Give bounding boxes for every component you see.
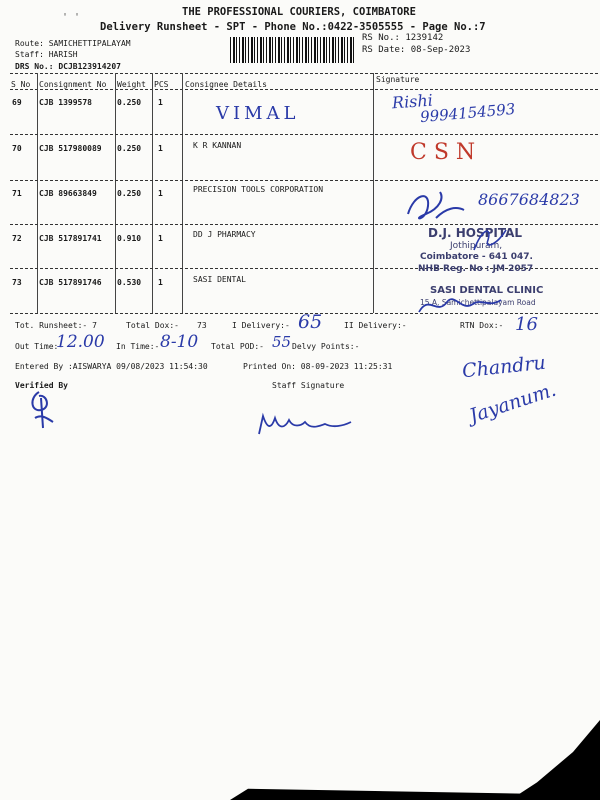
drs-number: DRS No.: DCJB123914207 (15, 62, 121, 71)
row-weight: 0.530 (117, 278, 142, 287)
row-rule (10, 180, 598, 181)
row-consignment: CJB 1399578 (39, 98, 92, 107)
row-consignment: CJB 517891741 (39, 234, 102, 243)
row-pcs: 1 (158, 278, 163, 287)
row-consignment: CJB 517980089 (39, 144, 102, 153)
row-weight: 0.250 (117, 144, 142, 153)
col-header-consignment: Consignment No (39, 80, 107, 89)
stamp-dj-hospital-city: Coimbatore - 641 047. (420, 252, 533, 262)
col-divider-5 (373, 73, 374, 313)
col-divider-2 (115, 73, 116, 313)
stamp-dj-hospital-name: D.J. HOSPITAL (428, 226, 523, 240)
in-time-label: In Time:- (116, 342, 160, 351)
row-consignment: CJB 89663849 (39, 189, 97, 198)
col-header-pcs: PCS (154, 80, 169, 89)
signature-row-71 (400, 184, 470, 224)
stamp-sasi-dental-address: 15 A, Samichettipalayam Road (420, 298, 536, 307)
company-name: THE PROFESSIONAL COURIERS, COIMBATORE (182, 6, 416, 18)
ii-delivery-label: II Delivery:- (344, 321, 407, 330)
handwritten-phone-2: 8667684823 (478, 190, 580, 209)
signature-row-72 (470, 224, 510, 254)
rs-date: RS Date: 08-Sep-2023 (362, 45, 471, 55)
total-runsheet: Tot. Runsheet:- 7 (15, 321, 97, 330)
delivery-points-label: Delvy Points:- (292, 342, 360, 351)
rs-number: RS No.: 1239142 (362, 33, 444, 43)
rtn-dox-label: RTN Dox:- (460, 321, 504, 330)
row-rule (10, 134, 598, 135)
handwritten-rtn-dox: 16 (515, 314, 538, 335)
route: Route: SAMICHETTIPALAYAM (15, 39, 131, 48)
barcode (230, 37, 355, 63)
printed-on: Printed On: 08-09-2023 11:25:31 (243, 362, 393, 371)
signature-row-69: Rishi (391, 90, 434, 113)
staff-signature (255, 404, 355, 440)
stamp-dj-hospital-reg: NHB Reg. No : JM 2057 (418, 264, 534, 274)
handwritten-name-chandru: Chandru (461, 351, 547, 383)
handwritten-out-time: 12.00 (56, 332, 105, 352)
scan-mark: ' ' (62, 12, 81, 23)
row-consignee: SASI DENTAL (193, 275, 246, 284)
row-sno: 72 (12, 234, 22, 243)
total-dox-value: 73 (197, 321, 207, 330)
verified-by-label: Verified By (15, 381, 68, 390)
row-weight: 0.910 (117, 234, 142, 243)
col-divider-3 (152, 73, 153, 313)
total-dox-label: Total Dox:- (126, 321, 179, 330)
scan-corner-shadow (510, 720, 600, 800)
handwritten-consignee-vimal: VIMAL (216, 103, 300, 124)
handwritten-initials-csn: C S N (410, 140, 476, 165)
staff: Staff: HARISH (15, 50, 78, 59)
col-header-sno: S No (11, 80, 31, 89)
row-consignee: PRECISION TOOLS CORPORATION (193, 185, 324, 194)
scan-edge-shadow (230, 786, 530, 800)
signature-row-73 (415, 290, 505, 320)
row-weight: 0.250 (117, 189, 142, 198)
stamp-dj-hospital-address: Jothipuram, (450, 241, 503, 251)
col-header-consignee: Consignee Details (185, 80, 267, 89)
handwritten-in-time: 8-10 (160, 332, 199, 352)
handwritten-i-delivery: 65 (298, 311, 323, 333)
total-pod-label: Total POD:- (211, 342, 264, 351)
staff-signature-label: Staff Signature (272, 381, 345, 390)
row-pcs: 1 (158, 189, 163, 198)
row-consignee: DD J PHARMACY (193, 230, 256, 239)
stamp-sasi-dental-name: SASI DENTAL CLINIC (430, 285, 544, 296)
handwritten-name-jayanum: Jayanum. (466, 378, 559, 428)
row-sno: 73 (12, 278, 22, 287)
runsheet-title: Delivery Runsheet - SPT - Phone No.:0422-3505555 - Page No.:7 (100, 21, 486, 33)
handwritten-total-pod: 55 (272, 333, 292, 351)
row-pcs: 1 (158, 98, 163, 107)
out-time-label: Out Time:- (15, 342, 64, 351)
row-sno: 69 (12, 98, 22, 107)
entered-by: Entered By :AISWARYA 09/08/2023 11:54:30 (15, 362, 208, 371)
row-weight: 0.250 (117, 98, 142, 107)
row-pcs: 1 (158, 144, 163, 153)
row-consignment: CJB 517891746 (39, 278, 102, 287)
col-header-weight: Weight (117, 80, 146, 89)
row-sno: 71 (12, 189, 22, 198)
col-divider-1 (37, 73, 38, 313)
col-divider-4 (182, 73, 183, 313)
table-header-rule (10, 89, 598, 90)
row-sno: 70 (12, 144, 22, 153)
verifier-signature (25, 388, 61, 432)
handwritten-phone-1: 9994154593 (419, 99, 517, 127)
table-top-rule (10, 73, 598, 74)
row-pcs: 1 (158, 234, 163, 243)
i-delivery-label: I Delivery:- (232, 321, 290, 330)
row-consignee: K R KANNAN (193, 141, 242, 150)
col-header-signature: Signature (376, 75, 420, 84)
